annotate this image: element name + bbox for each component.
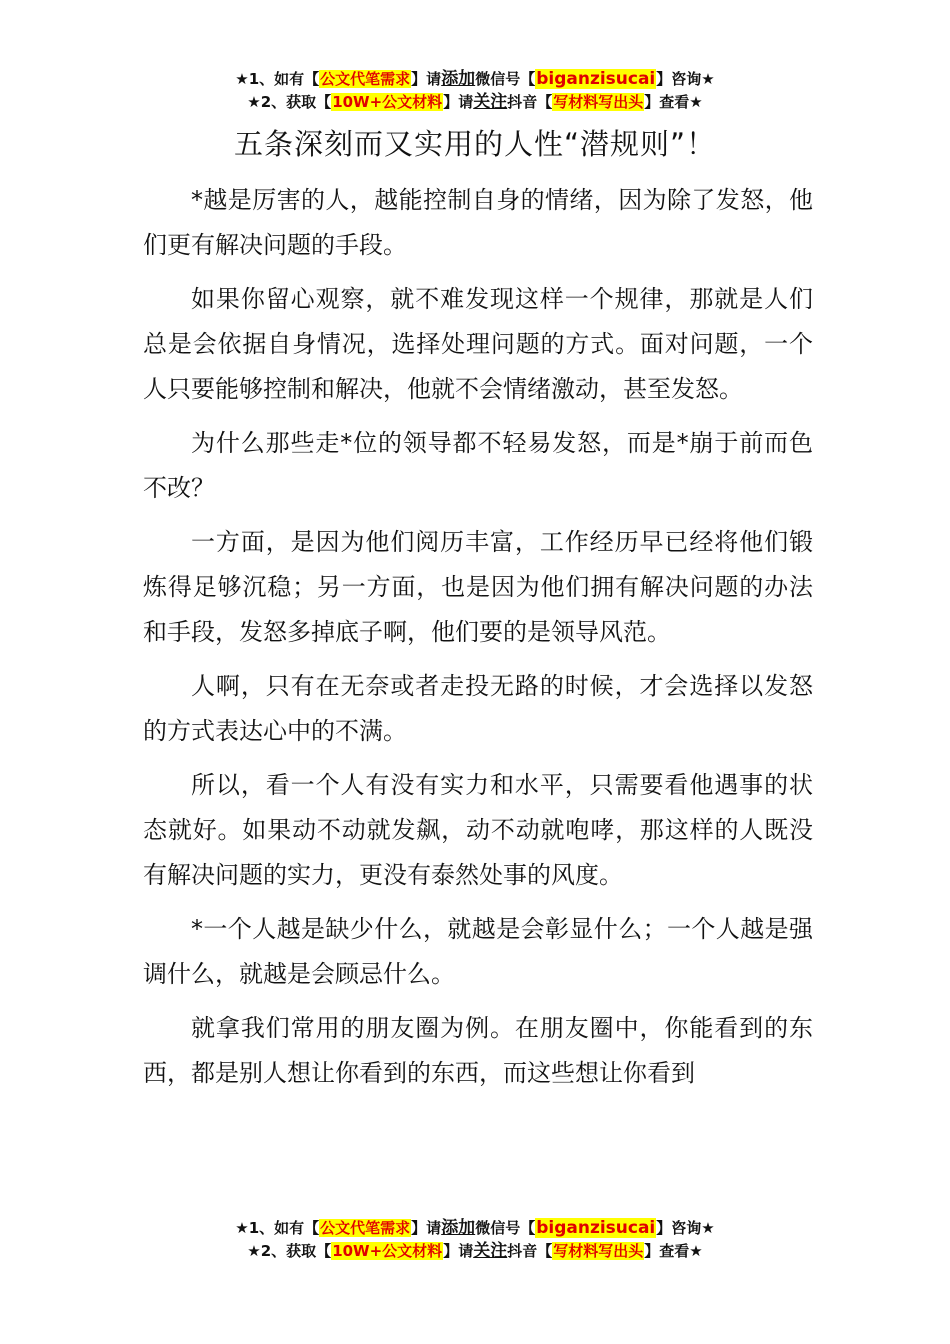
paragraph: *越是厉害的人，越能控制自身的情绪，因为除了发怒，他们更有解决问题的手段。 bbox=[143, 186, 813, 259]
banner-text: 】请 bbox=[443, 93, 474, 111]
banner-underline-text: 关注 bbox=[473, 1241, 508, 1261]
banner-highlight-douyin: 写材料写出头 bbox=[553, 93, 644, 111]
header-promo-banner bbox=[0, 68, 950, 114]
banner-line-1 bbox=[0, 68, 950, 91]
banner-highlight-douyin: 写材料写出头 bbox=[553, 1242, 644, 1260]
banner-text: 抖音【 bbox=[507, 1242, 553, 1260]
banner-text: ★2、获取【 bbox=[247, 93, 332, 111]
banner-highlight: 公文代笔需求 bbox=[320, 70, 411, 88]
banner-text: 】咨询★ bbox=[656, 1219, 715, 1237]
paragraph: 就拿我们常用的朋友圈为例。在朋友圈中，你能看到的东西，都是别人想让你看到的东西，而这些想让你看到 bbox=[143, 1014, 813, 1087]
banner-text: 】请 bbox=[411, 1219, 442, 1237]
paragraph: 一方面，是因为他们阅历丰富，工作经历早已经将他们锻炼得足够沉稳；另一方面，也是因为他们拥有解决问题的办法和手段，发怒多掉底子啊，他们要的是领导风范。 bbox=[143, 528, 813, 646]
document-title: 五条深刻而又实用的人性“潜规则”！ bbox=[233, 127, 717, 161]
paragraph: 人啊，只有在无奈或者走投无路的时候，才会选择以发怒的方式表达心中的不满。 bbox=[143, 672, 813, 745]
banner-text: ★1、如有【 bbox=[235, 70, 320, 88]
banner-highlight: 10W+公文材料 bbox=[332, 1242, 443, 1260]
banner-highlight-wechat: biganzisucai bbox=[536, 69, 656, 89]
banner-text: 】咨询★ bbox=[656, 70, 715, 88]
banner-text: ★2、获取【 bbox=[247, 1242, 332, 1260]
banner-highlight: 10W+公文材料 bbox=[332, 93, 443, 111]
banner-underline-text: 添加 bbox=[441, 1218, 476, 1238]
footer-promo-banner bbox=[0, 1217, 950, 1263]
paragraph: 如果你留心观察，就不难发现这样一个规律，那就是人们总是会依据自身情况，选择处理问题的方式。面对问题，一个人只要能够控制和解决，他就不会情绪激动，甚至发怒。 bbox=[143, 285, 813, 403]
banner-text: 】请 bbox=[411, 70, 442, 88]
document-body bbox=[143, 178, 813, 1105]
paragraph: 为什么那些走*位的领导都不轻易发怒，而是*崩于前而色不改？ bbox=[143, 429, 813, 502]
banner-text: 】请 bbox=[443, 1242, 474, 1260]
banner-text: 抖音【 bbox=[507, 93, 553, 111]
banner-text: 微信号【 bbox=[475, 1219, 536, 1237]
banner-line-2 bbox=[0, 91, 950, 114]
banner-highlight: 公文代笔需求 bbox=[320, 1219, 411, 1237]
banner-text: ★1、如有【 bbox=[235, 1219, 320, 1237]
paragraph: 所以，看一个人有没有实力和水平，只需要看他遇事的状态就好。如果动不动就发飙，动不动就咆哮，那这样的人既没有解决问题的实力，更没有泰然处事的风度。 bbox=[143, 771, 813, 889]
banner-text: 】查看★ bbox=[644, 1242, 703, 1260]
banner-line-2 bbox=[0, 1240, 950, 1263]
banner-text: 微信号【 bbox=[475, 70, 536, 88]
banner-line-1 bbox=[0, 1217, 950, 1240]
banner-text: 】查看★ bbox=[644, 93, 703, 111]
banner-highlight-wechat: biganzisucai bbox=[536, 1218, 656, 1238]
banner-underline-text: 添加 bbox=[441, 69, 476, 89]
banner-underline-text: 关注 bbox=[473, 92, 508, 112]
paragraph: *一个人越是缺少什么，就越是会彰显什么；一个人越是强调什么，就越是会顾忌什么。 bbox=[143, 915, 813, 988]
